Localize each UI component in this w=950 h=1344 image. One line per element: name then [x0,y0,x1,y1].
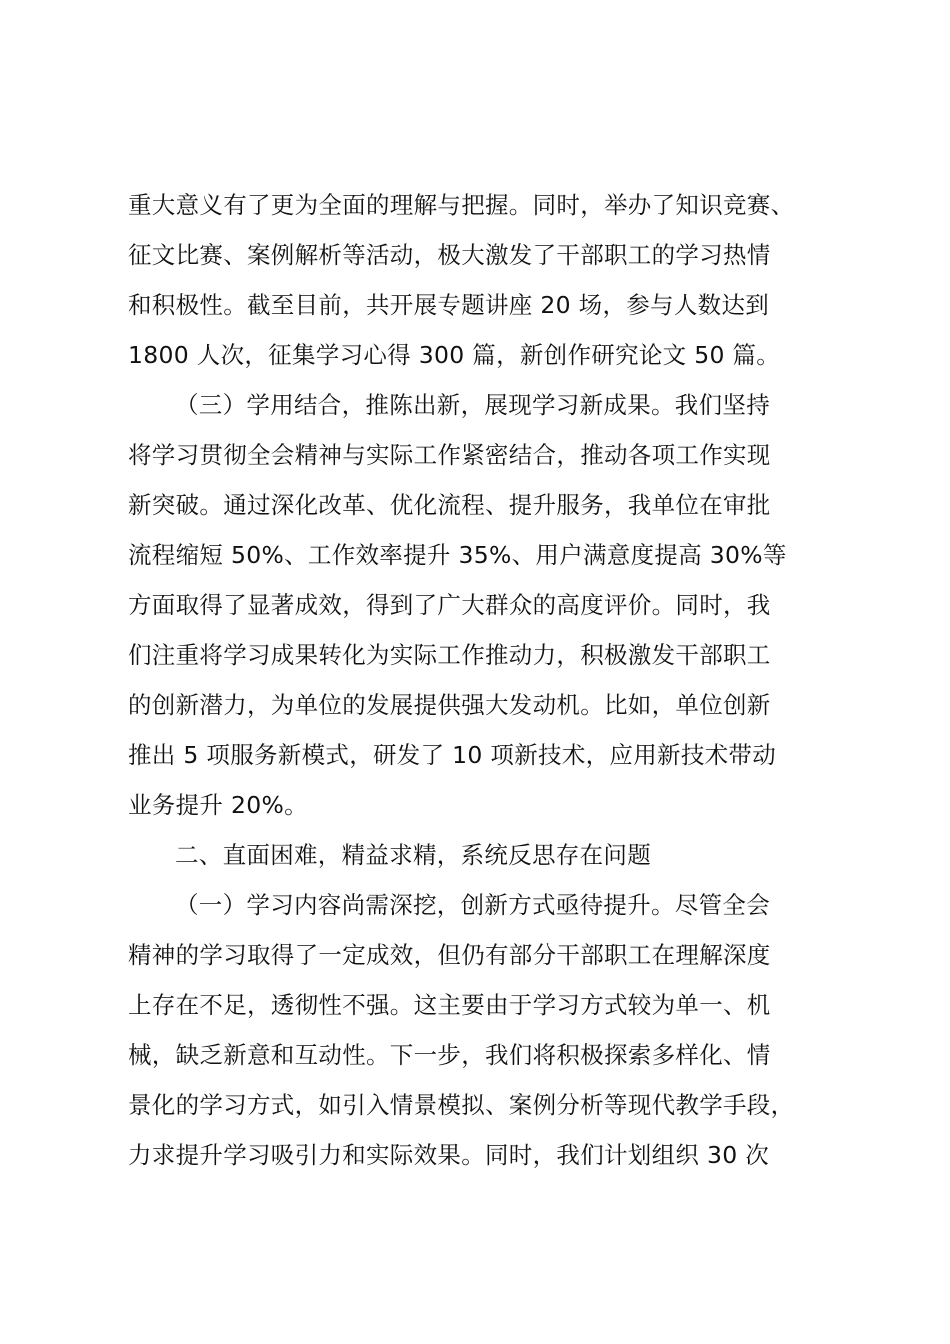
text-line: 流程缩短 50%、工作效率提升 35%、用户满意度提高 30%等 [128,541,787,569]
text-line: 们注重将学习成果转化为实际工作推动力，积极激发干部职工 [128,641,771,669]
text-line: 方面取得了显著成效，得到了广大群众的高度评价。同时，我 [128,591,771,619]
text-line: 力求提升学习吸引力和实际效果。同时，我们计划组织 30 次 [128,1141,770,1169]
section-heading: 二、直面困难，精益求精，系统反思存在问题 [175,841,651,869]
text-line: 业务提升 20%。 [128,791,308,819]
text-line: 械，缺乏新意和互动性。下一步，我们将积极探索多样化、情 [128,1041,771,1069]
paragraph-start-line: （一）学习内容尚需深挖，创新方式亟待提升。尽管全会 [175,891,770,919]
text-line: 的创新潜力，为单位的发展提供强大发动机。比如，单位创新 [128,691,771,719]
text-line: 推出 5 项服务新模式，研发了 10 项新技术，应用新技术带动 [128,741,777,769]
text-line: 征文比赛、案例解析等活动，极大激发了干部职工的学习热情 [128,241,771,269]
paragraph-start-line: （三）学用结合，推陈出新，展现学习新成果。我们坚持 [175,391,770,419]
body-text [128,180,828,1180]
text-line: 重大意义有了更为全面的理解与把握。同时，举办了知识竞赛、 [128,191,795,219]
text-line: 1800 人次，征集学习心得 300 篇，新创作研究论文 50 篇。 [128,341,781,369]
text-line: 将学习贯彻全会精神与实际工作紧密结合，推动各项工作实现 [128,441,771,469]
text-line: 精神的学习取得了一定成效，但仍有部分干部职工在理解深度 [128,941,771,969]
text-line: 上存在不足，透彻性不强。这主要由于学习方式较为单一、机 [128,991,771,1019]
text-line: 景化的学习方式，如引入情景模拟、案例分析等现代教学手段， [128,1091,795,1119]
text-line: 和积极性。截至目前，共开展专题讲座 20 场，参与人数达到 [128,291,770,319]
text-line: 新突破。通过深化改革、优化流程、提升服务，我单位在审批 [128,491,771,519]
